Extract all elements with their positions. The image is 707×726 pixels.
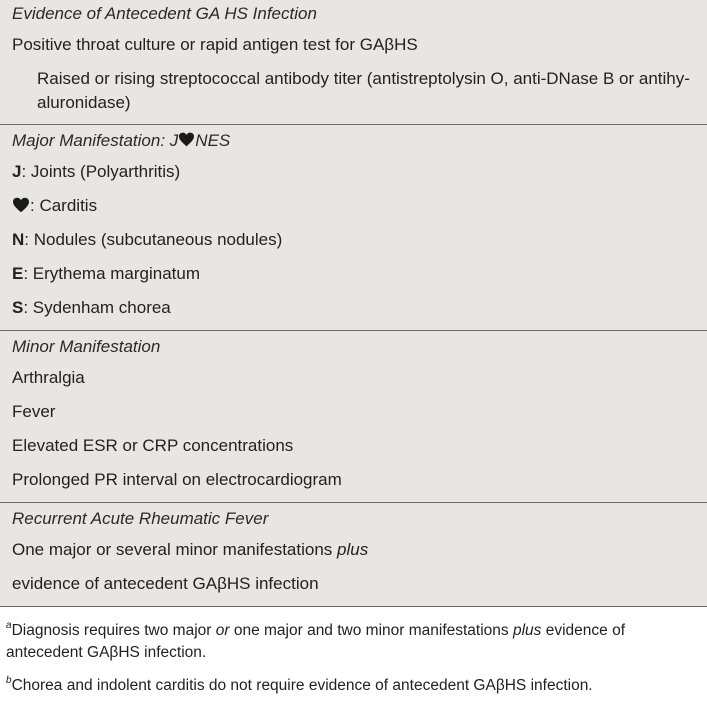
list-item: evidence of antecedent GAβHS infection xyxy=(12,574,319,593)
list-item: Prolonged PR interval on electrocardiogram xyxy=(12,470,342,489)
list-item xyxy=(12,156,695,190)
list-item xyxy=(12,534,695,568)
section-title xyxy=(12,129,695,156)
item-key: E xyxy=(12,264,24,283)
list-item: Fever xyxy=(12,402,56,421)
item-key: N xyxy=(12,230,25,249)
list-item: Arthralgia xyxy=(12,368,85,387)
footnote-text: evidence of antecedent GAβHS infection. xyxy=(6,622,626,661)
heart-icon xyxy=(178,132,195,147)
item-text: : Nodules (subcutaneous nodules) xyxy=(24,230,283,249)
footnote-marker: a xyxy=(6,620,12,631)
item-text: : Carditis xyxy=(30,196,98,215)
section-recurrent-arf xyxy=(0,503,707,607)
section-title: Minor Manifestation xyxy=(12,337,161,356)
list-item xyxy=(12,258,695,292)
item-text: : Erythema marginatum xyxy=(23,264,201,283)
list-item: Raised or rising streptococcal antibody titer (antistreptolysin O, anti-DNase B or antihy-aluronidase) xyxy=(37,69,690,112)
item-key: S xyxy=(12,298,24,317)
section-major-manifestation xyxy=(0,125,707,331)
heart-icon xyxy=(12,197,30,213)
section-title: Recurrent Acute Rheumatic Fever xyxy=(12,509,269,528)
item-emphasis: plus xyxy=(337,540,369,559)
footnote-emphasis: plus xyxy=(512,622,542,639)
list-item: Elevated ESR or CRP concentrations xyxy=(12,436,294,455)
title-suffix: NES xyxy=(195,131,231,150)
footnote-emphasis: or xyxy=(215,622,230,639)
footnote-text: Chorea and indolent carditis do not require evidence of antecedent GAβHS infection. xyxy=(11,677,593,694)
footnotes xyxy=(0,607,707,697)
footnote-text: Diagnosis requires two major xyxy=(11,622,216,639)
item-text: One major or several minor manifestations xyxy=(12,540,338,559)
footnote-a xyxy=(6,615,701,664)
list-item: Positive throat culture or rapid antigen test for GAβHS xyxy=(12,35,418,54)
footnote-b xyxy=(6,670,701,697)
section-antecedent-evidence xyxy=(0,0,707,125)
list-item xyxy=(12,292,695,326)
footnote-text: one major and two minor manifestations xyxy=(229,622,513,639)
section-title: Evidence of Antecedent GA HS Infection xyxy=(12,4,317,23)
item-key: J xyxy=(12,162,22,181)
list-item xyxy=(12,224,695,258)
section-minor-manifestation xyxy=(0,331,707,503)
item-text: : Sydenham chorea xyxy=(23,298,171,317)
list-item xyxy=(12,190,695,224)
footnote-marker: b xyxy=(6,675,12,686)
item-text: : Joints (Polyarthritis) xyxy=(21,162,181,181)
title-prefix: Major Manifestation: J xyxy=(12,131,179,150)
